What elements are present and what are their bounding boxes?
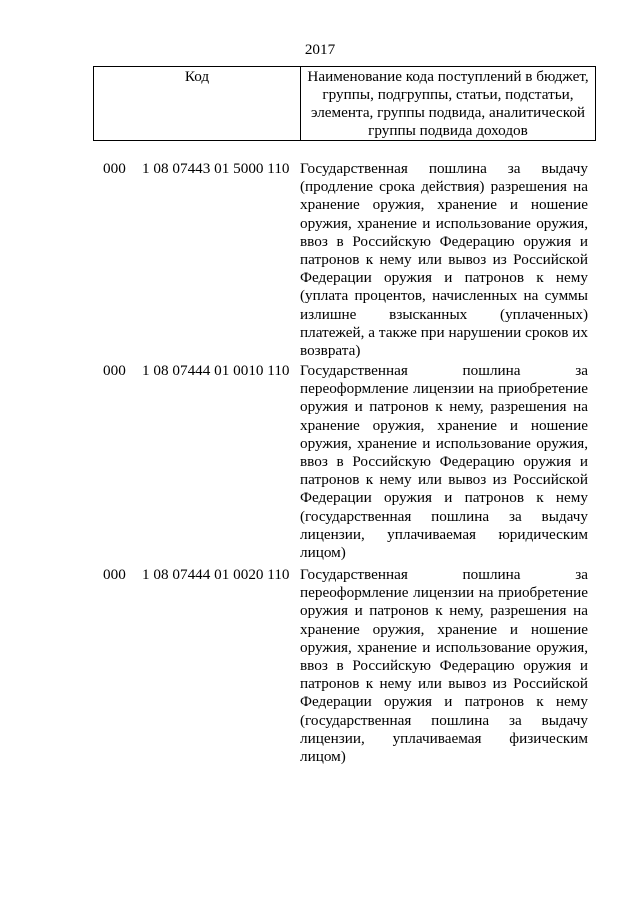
- row-budget-code: 1 08 07444 01 0010 110: [142, 362, 290, 379]
- header-code-label: Код: [94, 67, 301, 140]
- row-description: Государственная пошлина за переоформление лицензии на приобретение оружия и патронов к нему, разрешения на хранение оружия, хранение и ношение оружия, хранение и использование оружия, ввоз в Российскую Федерацию оружия и патронов к нему или вывоз из Российской Федерации оружия и патронов к нему (государственная пошлина за выдачу лицензии, уплачиваемая физическим лицом): [300, 566, 588, 766]
- row-admin-code: 000: [103, 160, 126, 177]
- row-description: Государственная пошлина за выдачу (продление срока действия) разрешения на хранение оружия, хранение и ношение оружия, хранение и использование оружия, ввоз в Российскую Федерацию оружия и патронов к нему или вывоз из Российской Федерации оружия и патронов к нему (уплата процентов, начисленных на суммы излишне взысканных (уплаченных) платежей, а также при нарушении сроков их возврата): [300, 160, 588, 360]
- table-header: [93, 66, 596, 141]
- page-number: 2017: [304, 41, 336, 58]
- row-budget-code: 1 08 07443 01 5000 110: [142, 160, 290, 177]
- row-admin-code: 000: [103, 566, 126, 583]
- row-admin-code: 000: [103, 362, 126, 379]
- header-name-label: Наименование кода поступлений в бюджет, группы, подгруппы, статьи, подстатьи, элемента, группы подвида, аналитической группы подвида доходов: [307, 68, 589, 139]
- row-budget-code: 1 08 07444 01 0020 110: [142, 566, 290, 583]
- row-description: Государственная пошлина за переоформление лицензии на приобретение оружия и патронов к нему, разрешения на хранение оружия, хранение и ношение оружия, хранение и использование оружия, ввоз в Российскую Федерацию оружия и патронов к нему или вывоз из Российской Федерации оружия и патронов к нему (государственная пошлина за выдачу лицензии, уплачиваемая юридическим лицом): [300, 362, 588, 562]
